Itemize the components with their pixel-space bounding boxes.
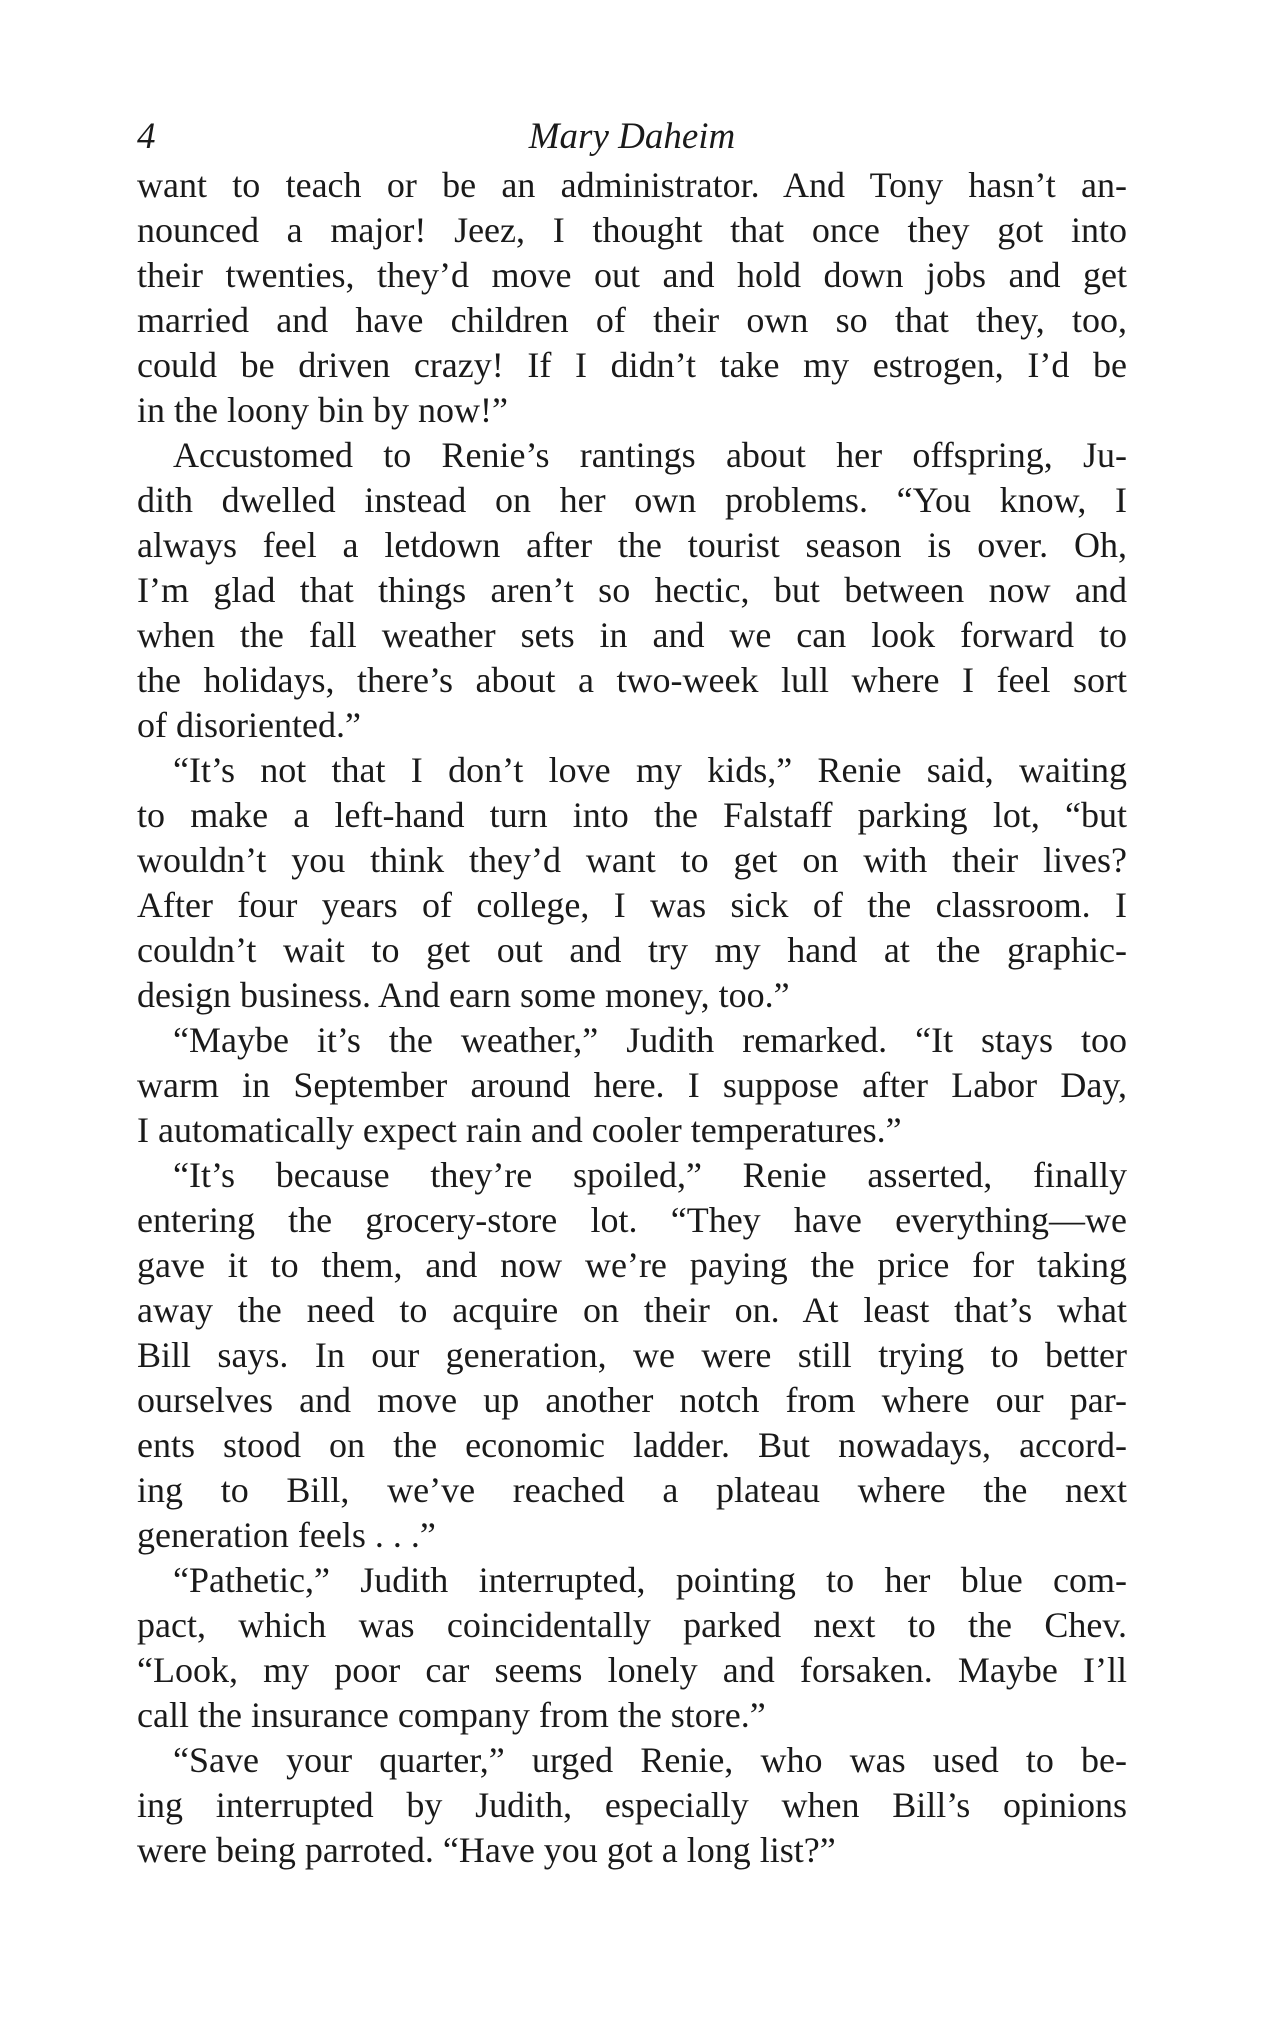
text-line: Accustomed to Renie’s rantings about her offspring, Ju- bbox=[173, 435, 1127, 475]
text-line: Bill says. In our generation, we were still trying to better bbox=[137, 1335, 1127, 1375]
text-line: in the loony bin by now!” bbox=[137, 390, 508, 430]
text-line: couldn’t wait to get out and try my hand at the graphic- bbox=[137, 930, 1127, 970]
text-line: After four years of college, I was sick of the classroom. I bbox=[137, 885, 1127, 925]
text-line: married and have children of their own so that they, too, bbox=[137, 300, 1127, 340]
text-line: generation feels . . .” bbox=[137, 1515, 436, 1555]
text-line: want to teach or be an administrator. And Tony hasn’t an- bbox=[137, 165, 1127, 205]
text-line: when the fall weather sets in and we can look forward to bbox=[137, 615, 1127, 655]
text-line: away the need to acquire on their on. At least that’s what bbox=[137, 1290, 1127, 1330]
body-text bbox=[137, 163, 1127, 1873]
text-line: warm in September around here. I suppose after Labor Day, bbox=[137, 1065, 1127, 1105]
text-line: “Save your quarter,” urged Renie, who was used to be- bbox=[173, 1740, 1127, 1780]
text-line: design business. And earn some money, too.” bbox=[137, 975, 790, 1015]
text-line: I’m glad that things aren’t so hectic, but between now and bbox=[137, 570, 1127, 610]
running-head-author: Mary Daheim bbox=[528, 116, 736, 157]
text-line: “It’s because they’re spoiled,” Renie asserted, finally bbox=[173, 1155, 1127, 1195]
text-line: their twenties, they’d move out and hold down jobs and get bbox=[137, 255, 1127, 295]
text-line: to make a left-hand turn into the Falstaff parking lot, “but bbox=[137, 795, 1127, 835]
text-line: entering the grocery-store lot. “They have everything—we bbox=[137, 1200, 1127, 1240]
text-line: ourselves and move up another notch from where our par- bbox=[137, 1380, 1127, 1420]
text-line: ents stood on the economic ladder. But nowadays, accord- bbox=[137, 1425, 1127, 1465]
text-line: call the insurance company from the store.” bbox=[137, 1695, 766, 1735]
text-line: the holidays, there’s about a two-week lull where I feel sort bbox=[137, 660, 1127, 700]
text-line: dith dwelled instead on her own problems. “You know, I bbox=[137, 480, 1127, 520]
text-line: always feel a letdown after the tourist season is over. Oh, bbox=[137, 525, 1127, 565]
text-line: “Pathetic,” Judith interrupted, pointing to her blue com- bbox=[173, 1560, 1127, 1600]
text-line: of disoriented.” bbox=[137, 705, 361, 745]
running-head bbox=[137, 112, 1127, 162]
text-line: could be driven crazy! If I didn’t take my estrogen, I’d be bbox=[137, 345, 1127, 385]
text-line: gave it to them, and now we’re paying the price for taking bbox=[137, 1245, 1127, 1285]
text-line: I automatically expect rain and cooler temperatures.” bbox=[137, 1110, 902, 1150]
page-number: 4 bbox=[137, 116, 156, 157]
text-line: were being parroted. “Have you got a long list?” bbox=[137, 1830, 836, 1870]
text-line: “It’s not that I don’t love my kids,” Renie said, waiting bbox=[173, 750, 1127, 790]
text-line: ing interrupted by Judith, especially when Bill’s opinions bbox=[137, 1785, 1127, 1825]
text-line: pact, which was coincidentally parked next to the Chev. bbox=[137, 1605, 1127, 1645]
text-line: “Maybe it’s the weather,” Judith remarked. “It stays too bbox=[173, 1020, 1127, 1060]
text-line: “Look, my poor car seems lonely and forsaken. Maybe I’ll bbox=[137, 1650, 1127, 1690]
text-line: nounced a major! Jeez, I thought that once they got into bbox=[137, 210, 1127, 250]
text-line: wouldn’t you think they’d want to get on with their lives? bbox=[137, 840, 1127, 880]
text-line: ing to Bill, we’ve reached a plateau where the next bbox=[137, 1470, 1127, 1510]
